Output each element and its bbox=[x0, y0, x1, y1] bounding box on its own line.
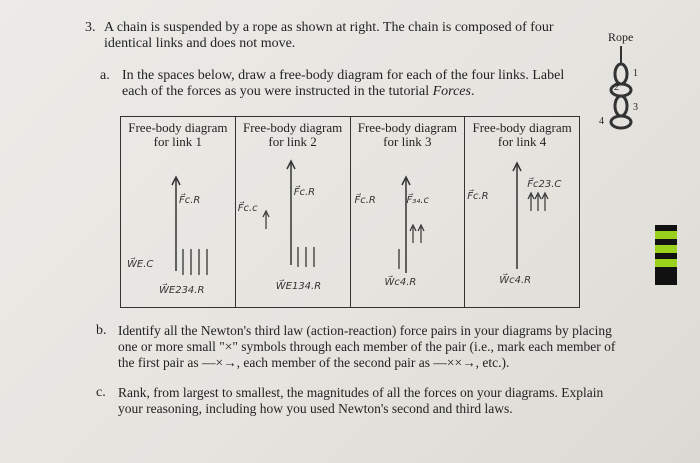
part-a-line-1: In the spaces below, draw a free-body diagram for each of the four links. Label bbox=[122, 68, 565, 83]
handwritten-force-links-on-link4: F⃗c23.C bbox=[527, 179, 562, 190]
chain-link-number-4: 4 bbox=[599, 116, 604, 127]
fbd-table bbox=[120, 116, 580, 308]
fbd-header-3-line-1: Free-body diagram bbox=[357, 120, 458, 135]
handwritten-force-rope-on-link1: F⃗c.R bbox=[179, 195, 201, 206]
handwritten-force-link-on-link3: F⃗₃₄.c bbox=[406, 195, 429, 206]
part-c-line-1: Rank, from largest to smallest, the magnitudes of all the forces on your diagrams. Explain bbox=[118, 385, 604, 400]
part-b-text bbox=[118, 323, 648, 371]
part-c-label: c. bbox=[96, 385, 106, 400]
fbd-header-1-line-1: Free-body diagram bbox=[128, 120, 228, 135]
part-b-line-3: the first pair as —×→, each member of the second pair as —××→, etc.). bbox=[118, 355, 510, 370]
fbd-header-1-line-2: for link 1 bbox=[153, 134, 203, 149]
fbd-header-link-2 bbox=[236, 117, 350, 149]
fbd-header-link-3 bbox=[351, 117, 465, 149]
part-a-line-2 bbox=[122, 84, 592, 100]
fbd-header-link-1 bbox=[121, 117, 235, 149]
handwritten-force-weight-link1: W⃗E234.R bbox=[159, 285, 205, 296]
handwritten-force-rope-on-link3: F⃗c.R bbox=[354, 195, 376, 206]
part-c-line-2: your reasoning, including how you used Newton's second and third laws. bbox=[118, 401, 513, 416]
part-b-label: b. bbox=[96, 323, 107, 338]
part-a-line-2-prefix: each of the forces as you were instructed in the tutorial bbox=[122, 84, 433, 99]
part-a-label: a. bbox=[100, 68, 110, 83]
fbd-link-1-drawing bbox=[121, 153, 235, 303]
handwritten-force-weight-link3: W⃗c4.R bbox=[384, 277, 417, 288]
question-line-1: A chain is suspended by a rope as shown at right. The chain is composed of four bbox=[104, 20, 554, 35]
chain-link-number-3: 3 bbox=[633, 102, 638, 113]
handwritten-force-weight-link2: W⃗E134.R bbox=[275, 281, 322, 292]
handwritten-force-weight-link4: W⃗c4.R bbox=[499, 275, 532, 286]
part-b-line-1: Identify all the Newton's third law (action-reaction) force pairs in your diagrams by placing bbox=[118, 323, 612, 338]
rope-label: Rope bbox=[608, 30, 634, 44]
background-object-strip bbox=[655, 225, 677, 285]
chain-diagram bbox=[598, 46, 658, 136]
question-number: 3. bbox=[85, 20, 96, 35]
chain-link-number-2: 2 bbox=[614, 82, 619, 93]
handwritten-force-earth-on-link1: W⃗E.C bbox=[127, 259, 154, 270]
fbd-cell-link-1 bbox=[121, 117, 236, 307]
handwritten-force-link1-on-link2: F⃗c.c bbox=[237, 203, 258, 214]
fbd-header-4-line-1: Free-body diagram bbox=[472, 120, 572, 135]
part-a-line-2-italic: Forces bbox=[432, 84, 471, 99]
fbd-header-link-4 bbox=[465, 117, 579, 149]
fbd-cell-link-2 bbox=[236, 117, 351, 307]
question-line-2: identical links and does not move. bbox=[104, 36, 296, 51]
handwritten-force-rope-on-link2: F⃗c.R bbox=[293, 187, 316, 198]
chain-link-number-1: 1 bbox=[633, 68, 638, 79]
fbd-header-4-line-2: for link 4 bbox=[497, 134, 547, 149]
fbd-header-2-line-1: Free-body diagram bbox=[242, 120, 343, 135]
handwritten-force-rope-on-link4: F⃗c.R bbox=[467, 191, 489, 202]
part-a-text bbox=[122, 68, 592, 100]
part-c-text bbox=[118, 385, 648, 417]
question-text bbox=[104, 20, 584, 52]
fbd-cell-link-4 bbox=[465, 117, 579, 307]
fbd-cell-link-3 bbox=[351, 117, 466, 307]
fbd-header-3-line-2: for link 3 bbox=[383, 134, 432, 149]
fbd-header-2-line-2: for link 2 bbox=[268, 134, 317, 149]
part-b-line-2: one or more small "×" symbols through each member of the pair (i.e., mark each member of bbox=[118, 339, 616, 354]
part-a-line-2-suffix: . bbox=[470, 84, 475, 99]
